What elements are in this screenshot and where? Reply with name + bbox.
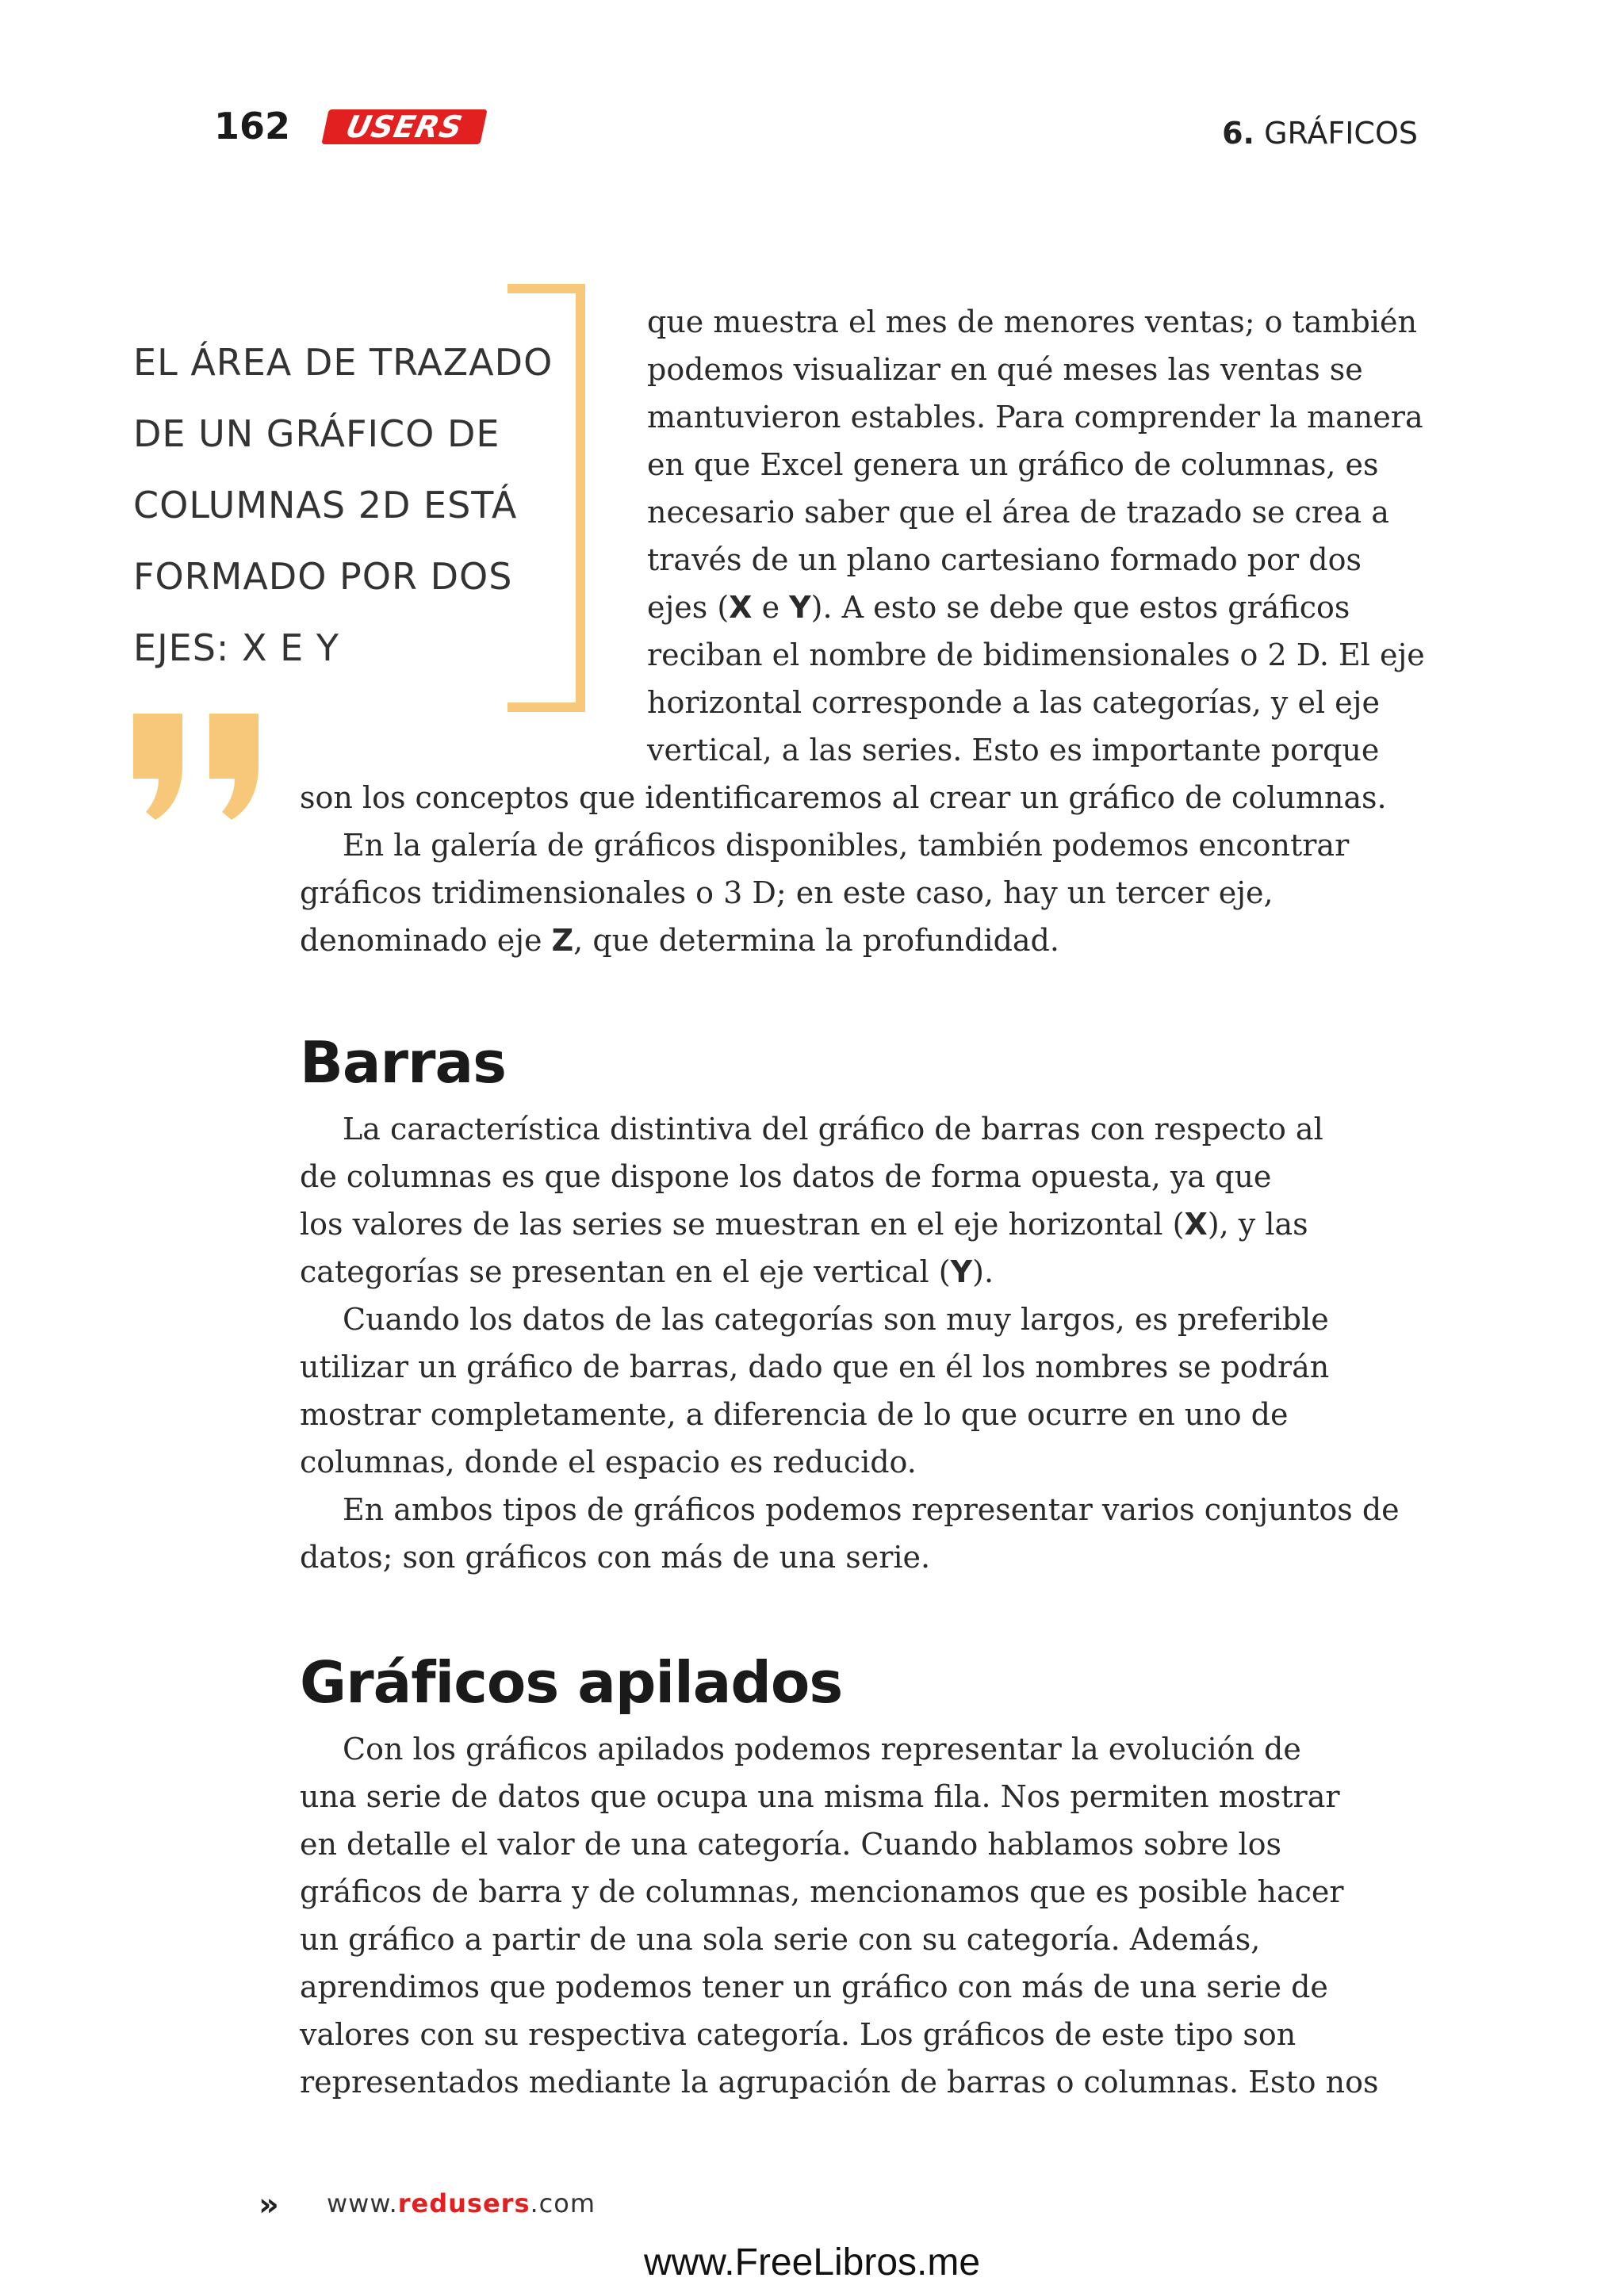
body-line: La característica distintiva del gráfico de barras con respecto al (343, 1112, 1323, 1146)
body-line: necesario saber que el área de trazado se crea a (647, 495, 1389, 530)
page-number: 162 (214, 105, 291, 147)
body-line: ejes (X e Y). A esto se debe que estos gráficos (647, 590, 1350, 625)
section-heading: Barras (300, 1029, 506, 1096)
body-line: utilizar un gráfico de barras, dado que en él los nombres se podrán (300, 1349, 1330, 1384)
body-line: que muestra el mes de menores ventas; o también (647, 304, 1417, 339)
body-line: en detalle el valor de una categoría. Cuando hablamos sobre los (300, 1827, 1282, 1862)
logo-text: USERS (343, 109, 466, 144)
body-line: los valores de las series se muestran en el eje horizontal (X), y las (300, 1207, 1308, 1242)
body-line: representados mediante la agrupación de barras o columnas. Esto nos (300, 2065, 1379, 2100)
section-heading: Gráficos apilados (300, 1649, 843, 1716)
url-brand: redusers (397, 2188, 530, 2218)
body-line: una serie de datos que ocupa una misma fila. Nos permiten mostrar (300, 1779, 1340, 1814)
url-suffix: .com (530, 2188, 596, 2218)
watermark: www.FreeLibros.me (643, 2241, 981, 2283)
body-line: podemos visualizar en qué meses las ventas se (647, 352, 1363, 387)
body-line: vertical, a las series. Esto es importante porque (647, 733, 1380, 768)
body-line: en que Excel genera un gráfico de columnas, es (647, 447, 1379, 482)
body-line: gráficos tridimensionales o 3 D; en este caso, hay un tercer eje, (300, 875, 1274, 910)
body-line: datos; son gráficos con más de una serie. (300, 1540, 931, 1575)
body-line: denominado eje Z, que determina la profundidad. (300, 923, 1059, 958)
body-line: categorías se presentan en el eje vertical (Y). (300, 1254, 994, 1289)
body-line: de columnas es que dispone los datos de forma opuesta, ya que (300, 1159, 1272, 1194)
users-logo (321, 109, 487, 144)
url-prefix: www. (327, 2188, 398, 2218)
body-line: gráficos de barra y de columnas, mencionamos que es posible hacer (300, 1874, 1344, 1909)
pull-quote: EL ÁREA DE TRAZADO DE UN GRÁFICO DE COLUMNAS 2D ESTÁ FORMADO POR DOS EJES: X E Y (133, 341, 553, 669)
body-line: Con los gráficos apilados podemos representar la evolución de (343, 1732, 1301, 1767)
double-chevron-right-icon: » (259, 2187, 279, 2223)
body-line: son los conceptos que identificaremos al crear un gráfico de columnas. (300, 780, 1387, 815)
body-line: mostrar completamente, a diferencia de lo que ocurre en uno de (300, 1397, 1289, 1432)
body-line: horizontal corresponde a las categorías, y el eje (647, 685, 1380, 720)
chapter-title: GRÁFICOS (1264, 116, 1418, 151)
chapter-number: 6. (1222, 116, 1254, 151)
footer-url[interactable] (327, 2188, 596, 2218)
body-line: En la galería de gráficos disponibles, también podemos encontrar (343, 828, 1350, 863)
body-line: reciban el nombre de bidimensionales o 2 D. El eje (647, 637, 1425, 672)
body-line: aprendimos que podemos tener un gráfico con más de una serie de (300, 1970, 1328, 2004)
body-line: mantuvieron estables. Para comprender la manera (647, 400, 1423, 434)
quote-icon (133, 714, 270, 820)
body-line: través de un plano cartesiano formado por dos (647, 542, 1362, 577)
body-line: valores con su respectiva categoría. Los gráficos de este tipo son (300, 2017, 1297, 2052)
body-line: En ambos tipos de gráficos podemos representar varios conjuntos de (343, 1492, 1400, 1527)
chapter-header (1222, 116, 1418, 151)
body-line: columnas, donde el espacio es reducido. (300, 1445, 917, 1480)
body-line: Cuando los datos de las categorías son muy largos, es preferible (343, 1302, 1329, 1337)
body-line: un gráfico a partir de una sola serie con su categoría. Además, (300, 1922, 1261, 1957)
